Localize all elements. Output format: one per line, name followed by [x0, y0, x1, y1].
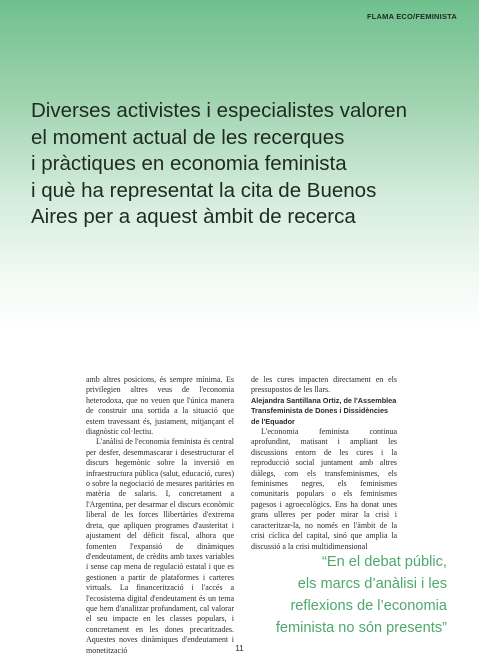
headline-line: i pràctiques en economia feminista [31, 152, 347, 175]
pull-quote-line: els marcs d’anàlisi i les [297, 576, 447, 592]
pull-quote-line: reflexions de l’economia [290, 598, 447, 614]
body-paragraph: L'economia feminista continua aprofundint, matisant i ampliant les discussions entorn de les cures i la reproducció social juntament amb altres diàlegs, com els transfeminismes, els feminismes negres, els feminismes comunitaris populars o els feminismes pagesos i agroecològics. Ens ha donat unes grans ulleres per poder mirar la crisi i caracteritzar-la, no només en l'àmbit de la crisi cíclica del capital, sinó que amplia la discussió a la crisi multidimensional [251, 427, 397, 551]
author-name: Alejandra Santillana Ortiz [251, 395, 340, 405]
pull-quote-line: feminista no són presents” [275, 620, 447, 636]
section-tag: FLAMA ECO/FEMINISTA [366, 12, 457, 21]
page-number: 11 [235, 644, 244, 653]
headline-line: Aires per a aquest àmbit de recerca [31, 205, 356, 228]
headline-line: Diverses activistes i especialistes valoren [31, 99, 407, 122]
body-column-right [251, 375, 397, 552]
body-paragraph: de les cures impacten directament en els pressupostos de les llars. [251, 375, 397, 395]
body-paragraph: L'anàlisi de l'economia feminista és central per desfer, desemmascarar i desestructurar el discurs hegemònic sobre la inversió en infraestructura pública (salut, educació, cures) o sobre la negociació de mesures paritàries en matèria de salaris. I, concretament a l'Argentina, per desarmar el discurs econòmic liberal de les forces llibertàries d'extrema dreta, que apliquen programes d'austeritat i ajustament del dèficit fiscal, alhora que fomenten l'expansió de dinàmiques d'endeutament, de crèdits amb taxes variables i sense cap mena de regulació estatal i que es gestionen a partir de plataformes i carteres virtuals. La financerització i l'accés a l'ecosistema digital d'endeutament és un tema que hem d'analitzar profundament, cal valorar el seu impacte en les classes populars, i concretament en les dones precaritzades. Aquestes noves dinàmiques d'endeutament i monetització [86, 437, 234, 655]
headline-line: i què ha representat la cita de Buenos [31, 178, 377, 202]
pull-quote [187, 551, 447, 639]
pull-quote-line: “En el debat públic, [322, 554, 447, 570]
body-paragraph: amb altres posicions, és sempre mínima. Es privilegien altres veus de l'economia heterodoxa, que no veuen que l'única manera de construir una sortida a la situació que estem travessant és, justament, mitjançant el diagnòstic col·lectiu. [86, 375, 234, 437]
author-affiliation: , de l'Assemblea Transfeminista de Dones i Dissidències de l'Equador [251, 395, 397, 426]
headline-line: el moment actual de les recerques [31, 125, 345, 149]
author-signature [251, 396, 397, 427]
article-headline [31, 98, 451, 231]
